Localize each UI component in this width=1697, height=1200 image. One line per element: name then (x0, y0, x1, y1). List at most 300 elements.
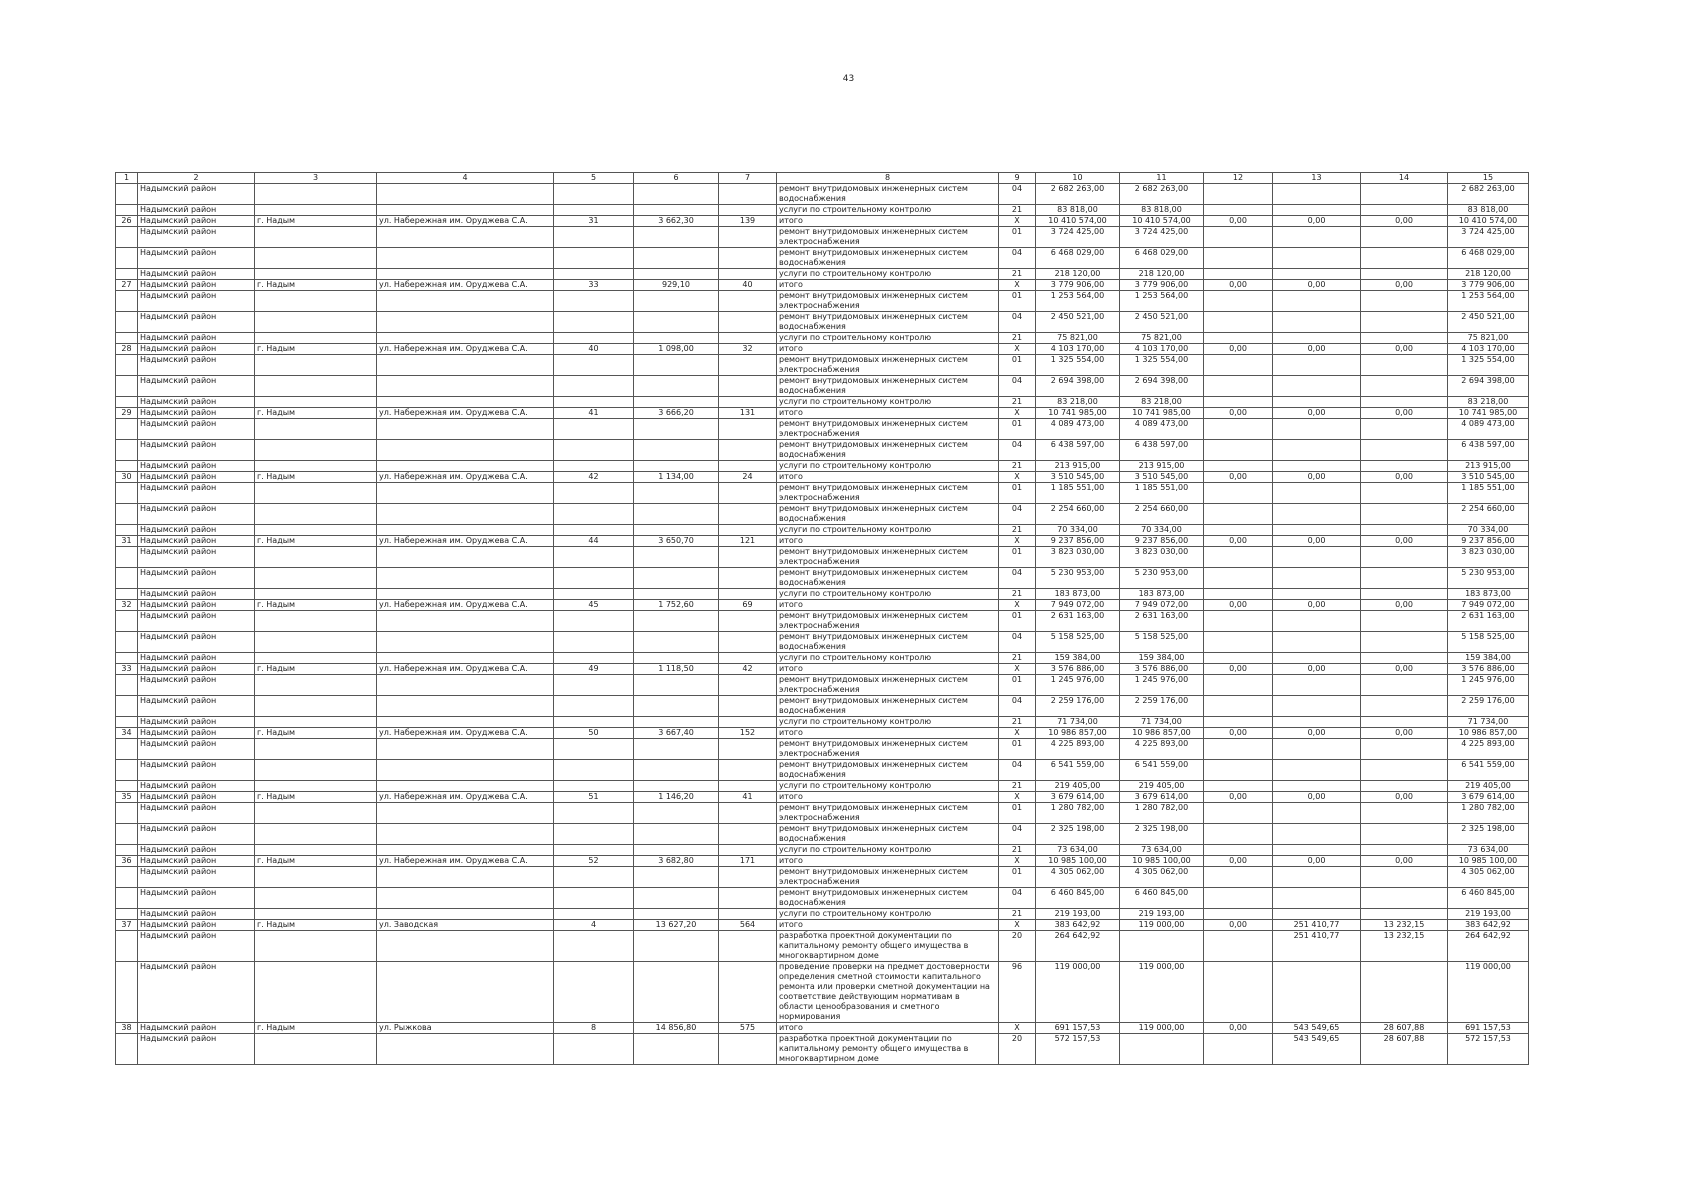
table-cell (1204, 355, 1273, 376)
table-cell: ремонт внутридомовых инженерных систем электроснабжения (777, 419, 999, 440)
table-cell (116, 888, 138, 909)
table-cell: 73 634,00 (1036, 845, 1120, 856)
table-cell: X (999, 1023, 1036, 1034)
table-cell: 0,00 (1204, 792, 1273, 803)
table-cell (1361, 547, 1448, 568)
table-cell: услуги по строительному контролю (777, 269, 999, 280)
table-cell (719, 205, 777, 216)
table-cell: 0,00 (1361, 408, 1448, 419)
table-cell (116, 589, 138, 600)
table-cell (1273, 803, 1361, 824)
table-row (116, 728, 1529, 739)
table-cell: 27 (116, 280, 138, 291)
table-cell: 1 245 976,00 (1120, 675, 1204, 696)
table-cell: Надымский район (138, 675, 255, 696)
table-cell: 04 (999, 824, 1036, 845)
table-cell (377, 781, 554, 792)
table-cell: 0,00 (1273, 344, 1361, 355)
table-row (116, 291, 1529, 312)
table-cell (719, 696, 777, 717)
table-cell (377, 824, 554, 845)
table-cell: 159 384,00 (1448, 653, 1529, 664)
table-cell (116, 248, 138, 269)
table-cell: 4 103 170,00 (1120, 344, 1204, 355)
table-cell (377, 227, 554, 248)
table-cell (634, 824, 719, 845)
table-cell (1204, 184, 1273, 205)
table-cell: ремонт внутридомовых инженерных систем водоснабжения (777, 184, 999, 205)
table-cell: проведение проверки на предмет достоверности определения сметной стоимости капитального ремонта или проверки сметной документации на соответствие действующим нормативам в области ценообразования и сметного нормирования (777, 962, 999, 1023)
table-cell: 575 (719, 1023, 777, 1034)
table-cell: 34 (116, 728, 138, 739)
table-cell (634, 653, 719, 664)
table-cell (634, 333, 719, 344)
table-cell (719, 824, 777, 845)
table-cell: 6 438 597,00 (1036, 440, 1120, 461)
table-cell: 1 325 554,00 (1036, 355, 1120, 376)
table-cell: 0,00 (1361, 664, 1448, 675)
table-cell (719, 760, 777, 781)
table-cell (116, 227, 138, 248)
table-cell: г. Надым (255, 1023, 377, 1034)
table-cell (377, 504, 554, 525)
table-cell (116, 909, 138, 920)
table-cell: X (999, 920, 1036, 931)
table-cell: X (999, 600, 1036, 611)
table-cell: 264 642,92 (1036, 931, 1120, 962)
table-cell (1273, 355, 1361, 376)
table-cell: г. Надым (255, 536, 377, 547)
table-cell (116, 803, 138, 824)
table-cell: 32 (719, 344, 777, 355)
table-cell: Надымский район (138, 344, 255, 355)
table-cell (255, 760, 377, 781)
table-cell: 10 986 857,00 (1036, 728, 1120, 739)
table-cell (719, 376, 777, 397)
table-cell (377, 962, 554, 1023)
table-cell: ул. Набережная им. Оруджева С.А. (377, 792, 554, 803)
table-cell (1204, 248, 1273, 269)
table-cell: 20 (999, 1034, 1036, 1065)
table-cell: ремонт внутридомовых инженерных систем водоснабжения (777, 632, 999, 653)
table-cell: 5 158 525,00 (1448, 632, 1529, 653)
table-cell: 6 438 597,00 (1448, 440, 1529, 461)
table-cell: 6 460 845,00 (1036, 888, 1120, 909)
table-cell (554, 962, 634, 1023)
table-cell (554, 803, 634, 824)
table-cell: г. Надым (255, 280, 377, 291)
table-cell (719, 781, 777, 792)
table-cell (1273, 611, 1361, 632)
table-cell (1273, 461, 1361, 472)
table-cell (1204, 931, 1273, 962)
table-cell: 121 (719, 536, 777, 547)
table-cell: 0,00 (1361, 600, 1448, 611)
table-cell (1361, 525, 1448, 536)
table-cell: ремонт внутридомовых инженерных систем электроснабжения (777, 611, 999, 632)
table-cell (1204, 291, 1273, 312)
table-cell (1204, 312, 1273, 333)
table-cell: 2 450 521,00 (1036, 312, 1120, 333)
table-cell: ул. Набережная им. Оруджева С.А. (377, 280, 554, 291)
table-cell (1204, 525, 1273, 536)
table-cell: 219 405,00 (1120, 781, 1204, 792)
table-cell (1361, 419, 1448, 440)
table-cell (1361, 376, 1448, 397)
table-cell: 119 000,00 (1036, 962, 1120, 1023)
table-cell: 3 576 886,00 (1448, 664, 1529, 675)
table-cell: 1 098,00 (634, 344, 719, 355)
table-cell: 0,00 (1273, 728, 1361, 739)
table-cell (634, 696, 719, 717)
table-cell: услуги по строительному контролю (777, 717, 999, 728)
table-cell (1204, 803, 1273, 824)
table-cell: 28 607,88 (1361, 1034, 1448, 1065)
table-cell (554, 461, 634, 472)
table-row (116, 568, 1529, 589)
table-row (116, 504, 1529, 525)
table-cell (255, 632, 377, 653)
table-cell (554, 376, 634, 397)
table-cell (1204, 962, 1273, 1023)
table-cell: 3 662,30 (634, 216, 719, 227)
table-row (116, 1034, 1529, 1065)
table-cell: 5 158 525,00 (1120, 632, 1204, 653)
table-cell: 2 259 176,00 (1036, 696, 1120, 717)
table-cell (255, 269, 377, 280)
table-cell (1204, 632, 1273, 653)
table-cell (116, 611, 138, 632)
table-cell (719, 803, 777, 824)
table-cell: ремонт внутридомовых инженерных систем водоснабжения (777, 888, 999, 909)
table-cell (1273, 205, 1361, 216)
table-cell (719, 632, 777, 653)
table-cell: г. Надым (255, 920, 377, 931)
table-cell (554, 184, 634, 205)
table-cell (719, 397, 777, 408)
table-cell (1273, 589, 1361, 600)
table-cell: 1 245 976,00 (1448, 675, 1529, 696)
table-row (116, 781, 1529, 792)
table-cell: 0,00 (1361, 344, 1448, 355)
column-header: 12 (1204, 173, 1273, 184)
table-cell: 35 (116, 792, 138, 803)
table-cell: 44 (554, 536, 634, 547)
table-cell: 1 146,20 (634, 792, 719, 803)
table-cell: 213 915,00 (1448, 461, 1529, 472)
table-cell: X (999, 216, 1036, 227)
table-cell (116, 845, 138, 856)
table-cell (1361, 483, 1448, 504)
table-cell: 7 949 072,00 (1448, 600, 1529, 611)
table-cell: 21 (999, 461, 1036, 472)
table-cell (255, 888, 377, 909)
column-header: 5 (554, 173, 634, 184)
table-cell (1204, 1034, 1273, 1065)
table-cell (1273, 248, 1361, 269)
table-cell (1273, 909, 1361, 920)
table-cell: 01 (999, 803, 1036, 824)
table-cell: 50 (554, 728, 634, 739)
table-cell (719, 227, 777, 248)
table-cell (1361, 589, 1448, 600)
table-cell: 6 541 559,00 (1036, 760, 1120, 781)
table-row (116, 216, 1529, 227)
works-table (115, 172, 1529, 1065)
table-cell (116, 653, 138, 664)
table-cell: 0,00 (1361, 216, 1448, 227)
table-cell: 2 450 521,00 (1448, 312, 1529, 333)
table-cell (377, 611, 554, 632)
table-cell: 0,00 (1204, 344, 1273, 355)
table-cell: 1 253 564,00 (1036, 291, 1120, 312)
table-cell: 4 225 893,00 (1036, 739, 1120, 760)
table-cell: 83 818,00 (1448, 205, 1529, 216)
table-cell (116, 483, 138, 504)
table-row (116, 472, 1529, 483)
table-cell: 71 734,00 (1120, 717, 1204, 728)
table-cell: Надымский район (138, 248, 255, 269)
table-cell: 3 666,20 (634, 408, 719, 419)
table-cell (719, 440, 777, 461)
table-cell: 219 193,00 (1120, 909, 1204, 920)
table-cell: 21 (999, 397, 1036, 408)
column-header: 9 (999, 173, 1036, 184)
table-row (116, 664, 1529, 675)
table-cell (634, 760, 719, 781)
table-cell (634, 205, 719, 216)
table-cell (116, 824, 138, 845)
table-cell (116, 355, 138, 376)
table-cell: 70 334,00 (1036, 525, 1120, 536)
table-cell: Надымский район (138, 408, 255, 419)
table-cell (116, 739, 138, 760)
table-cell (634, 589, 719, 600)
table-cell: 40 (719, 280, 777, 291)
table-cell: Надымский район (138, 728, 255, 739)
table-cell: 4 103 170,00 (1448, 344, 1529, 355)
table-cell: разработка проектной документации по капитальному ремонту общего имущества в многоквартирном доме (777, 1034, 999, 1065)
table-cell: услуги по строительному контролю (777, 589, 999, 600)
table-cell: 3 576 886,00 (1036, 664, 1120, 675)
table-cell: Надымский район (138, 312, 255, 333)
table-row (116, 931, 1529, 962)
table-cell: 3 679 614,00 (1448, 792, 1529, 803)
table-cell: ул. Набережная им. Оруджева С.А. (377, 472, 554, 483)
table-cell (1204, 589, 1273, 600)
table-cell (1204, 568, 1273, 589)
table-cell: 8 (554, 1023, 634, 1034)
table-cell: 83 818,00 (1036, 205, 1120, 216)
table-cell: 14 856,80 (634, 1023, 719, 1034)
table-cell: ремонт внутридомовых инженерных систем электроснабжения (777, 867, 999, 888)
table-cell: 3 724 425,00 (1036, 227, 1120, 248)
table-cell (1273, 653, 1361, 664)
table-cell (634, 1034, 719, 1065)
table-cell: 10 986 857,00 (1448, 728, 1529, 739)
table-cell (116, 440, 138, 461)
table-cell (255, 717, 377, 728)
table-cell (1361, 227, 1448, 248)
table-cell (554, 547, 634, 568)
table-row (116, 920, 1529, 931)
table-row (116, 611, 1529, 632)
table-cell (1361, 739, 1448, 760)
table-cell: 32 (116, 600, 138, 611)
table-cell: 38 (116, 1023, 138, 1034)
table-row (116, 856, 1529, 867)
table-cell: итого (777, 1023, 999, 1034)
table-cell: 73 634,00 (1448, 845, 1529, 856)
table-cell (554, 397, 634, 408)
table-cell: Надымский район (138, 1034, 255, 1065)
table-cell: 4 089 473,00 (1036, 419, 1120, 440)
table-cell (255, 227, 377, 248)
table-cell (116, 333, 138, 344)
table-cell: 183 873,00 (1036, 589, 1120, 600)
table-cell: ремонт внутридомовых инженерных систем электроснабжения (777, 675, 999, 696)
table-cell (377, 760, 554, 781)
column-header: 11 (1120, 173, 1204, 184)
table-cell (634, 419, 719, 440)
table-cell: 0,00 (1361, 472, 1448, 483)
table-cell: Надымский район (138, 333, 255, 344)
table-cell: X (999, 856, 1036, 867)
table-cell (554, 1034, 634, 1065)
table-cell: 04 (999, 376, 1036, 397)
table-cell: 171 (719, 856, 777, 867)
table-cell: 3 510 545,00 (1036, 472, 1120, 483)
table-cell: 70 334,00 (1448, 525, 1529, 536)
table-cell: 5 230 953,00 (1036, 568, 1120, 589)
table-cell: 83 218,00 (1120, 397, 1204, 408)
table-cell: 6 468 029,00 (1448, 248, 1529, 269)
table-cell: 21 (999, 205, 1036, 216)
table-cell: разработка проектной документации по капитальному ремонту общего имущества в многоквартирном доме (777, 931, 999, 962)
table-cell: Надымский район (138, 440, 255, 461)
table-cell (1204, 696, 1273, 717)
column-header: 8 (777, 173, 999, 184)
table-row (116, 184, 1529, 205)
table-cell: Надымский район (138, 355, 255, 376)
table-cell (634, 504, 719, 525)
table-row (116, 600, 1529, 611)
table-cell (1204, 504, 1273, 525)
table-cell: Надымский район (138, 568, 255, 589)
table-cell: 0,00 (1204, 856, 1273, 867)
table-cell (1204, 440, 1273, 461)
table-cell: 3 724 425,00 (1448, 227, 1529, 248)
table-cell: 75 821,00 (1448, 333, 1529, 344)
table-cell: 3 576 886,00 (1120, 664, 1204, 675)
table-cell (554, 717, 634, 728)
table-cell: 159 384,00 (1120, 653, 1204, 664)
table-cell (377, 333, 554, 344)
table-cell: 69 (719, 600, 777, 611)
table-cell: 31 (116, 536, 138, 547)
table-cell (554, 696, 634, 717)
table-cell: 29 (116, 408, 138, 419)
table-cell: 21 (999, 653, 1036, 664)
table-cell: 2 631 163,00 (1036, 611, 1120, 632)
table-row (116, 461, 1529, 472)
table-cell: 6 438 597,00 (1120, 440, 1204, 461)
table-cell: 04 (999, 312, 1036, 333)
table-cell: 75 821,00 (1120, 333, 1204, 344)
table-cell: 1 253 564,00 (1448, 291, 1529, 312)
table-cell: Надымский район (138, 280, 255, 291)
table-cell (255, 653, 377, 664)
table-cell (1273, 184, 1361, 205)
table-cell: 0,00 (1204, 728, 1273, 739)
table-cell: 33 (554, 280, 634, 291)
table-cell: 543 549,65 (1273, 1034, 1361, 1065)
table-cell: 1 325 554,00 (1448, 355, 1529, 376)
table-cell: 6 468 029,00 (1120, 248, 1204, 269)
table-cell: г. Надым (255, 856, 377, 867)
table-cell: 01 (999, 291, 1036, 312)
table-cell: Надымский район (138, 739, 255, 760)
table-cell: 264 642,92 (1448, 931, 1529, 962)
table-cell: 51 (554, 792, 634, 803)
table-cell: итого (777, 408, 999, 419)
table-cell: Надымский район (138, 227, 255, 248)
table-cell: 83 218,00 (1448, 397, 1529, 408)
table-cell: 1 185 551,00 (1036, 483, 1120, 504)
table-cell: 2 254 660,00 (1448, 504, 1529, 525)
column-header: 7 (719, 173, 777, 184)
table-cell (1361, 781, 1448, 792)
table-cell (554, 739, 634, 760)
table-row (116, 739, 1529, 760)
table-cell: 20 (999, 931, 1036, 962)
table-cell: 3 823 030,00 (1448, 547, 1529, 568)
table-cell (719, 568, 777, 589)
table-cell (377, 717, 554, 728)
table-cell: 37 (116, 920, 138, 931)
table-cell: 2 631 163,00 (1448, 611, 1529, 632)
table-cell: 2 325 198,00 (1120, 824, 1204, 845)
table-cell (116, 760, 138, 781)
column-header: 1 (116, 173, 138, 184)
table-cell: 10 410 574,00 (1120, 216, 1204, 227)
table-cell (1204, 675, 1273, 696)
table-cell (554, 611, 634, 632)
table-cell (1361, 696, 1448, 717)
table-row (116, 344, 1529, 355)
table-cell: 572 157,53 (1448, 1034, 1529, 1065)
table-cell (634, 717, 719, 728)
table-cell: 13 627,20 (634, 920, 719, 931)
header-row (116, 173, 1529, 184)
table-cell: 0,00 (1204, 472, 1273, 483)
column-header: 14 (1361, 173, 1448, 184)
table-cell: итого (777, 920, 999, 931)
table-cell (554, 909, 634, 920)
table-cell: 1 325 554,00 (1120, 355, 1204, 376)
table-cell (1361, 184, 1448, 205)
table-cell (554, 333, 634, 344)
table-cell (719, 269, 777, 280)
table-cell: 159 384,00 (1036, 653, 1120, 664)
table-cell (377, 632, 554, 653)
table-cell: 4 (554, 920, 634, 931)
table-cell (1273, 269, 1361, 280)
table-cell: Надымский район (138, 589, 255, 600)
table-cell (634, 227, 719, 248)
table-cell: Надымский район (138, 888, 255, 909)
table-cell: 7 949 072,00 (1120, 600, 1204, 611)
